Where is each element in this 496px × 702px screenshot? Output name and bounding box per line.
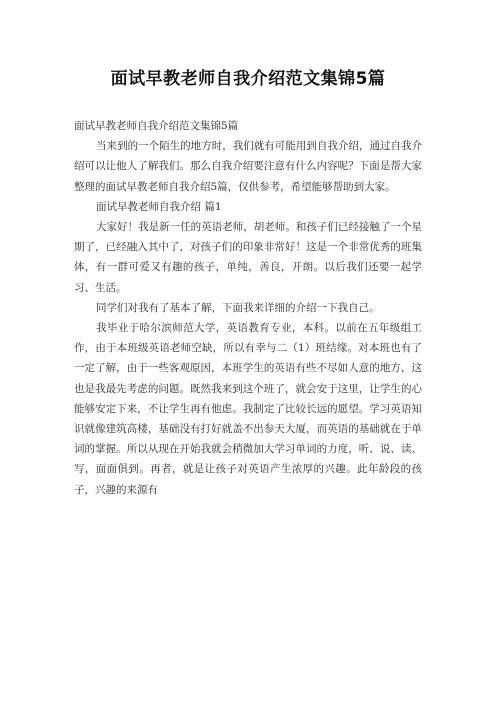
subtitle-line: 面试早教老师自我介绍范文集锦5篇 [74, 120, 239, 132]
body-paragraph: 我毕业于哈尔滨师范大学，英语教育专业，本科。以前在五年级组工作，由于本班级英语老师空缺，所以有幸与二（1）班结缘。对本班也有了一定了解，由于一些客观原因，本班学生的英语有些不尽如人意的地方，这也是我最先考虑的问题。既然我来到这个班了，就会安于这里，让学生的心能够安定下来，不让学生再有他虑。我制定了比较长远的愿望。学习英语知识就像建筑高楼，基础没有打好就盖不出参天大厦，而英语的基础就在于单词的掌握。所以从现在开始我就会稍微加大学习单词的力度，听、说、读、写，面面俱到。再者，就是让孩子对英语产生浓厚的兴趣。此年龄段的孩子，兴趣的来源有 [74, 322, 422, 496]
body-paragraph: 同学们对我有了基本了解，下面我来详细的介绍一下我自己。 [96, 301, 380, 314]
section-heading: 面试早教老师自我介绍 篇1 [96, 200, 222, 213]
document-title: 面试早教老师自我介绍范文集锦5篇 [110, 69, 386, 89]
document-body [74, 116, 422, 500]
intro-paragraph: 当来到的一个陌生的地方时，我们就有可能用到自我介绍，通过自我介绍可以让他人了解我们。那么自我介绍要注意有什么内容呢？下面是帮大家整理的面试早教老师自我介绍5篇，仅供参考，希望能够帮助到大家。 [74, 140, 422, 193]
body-paragraph: 大家好！我是新一任的英语老师，胡老师。和孩子们已经接触了一个星期了，已经融入其中了，对孩子们的印象非常好！这是一个非常优秀的班集体，有一群可爱又有趣的孩子，单纯，善良，开朗。以后我们还要一起学习、生活。 [74, 221, 422, 294]
